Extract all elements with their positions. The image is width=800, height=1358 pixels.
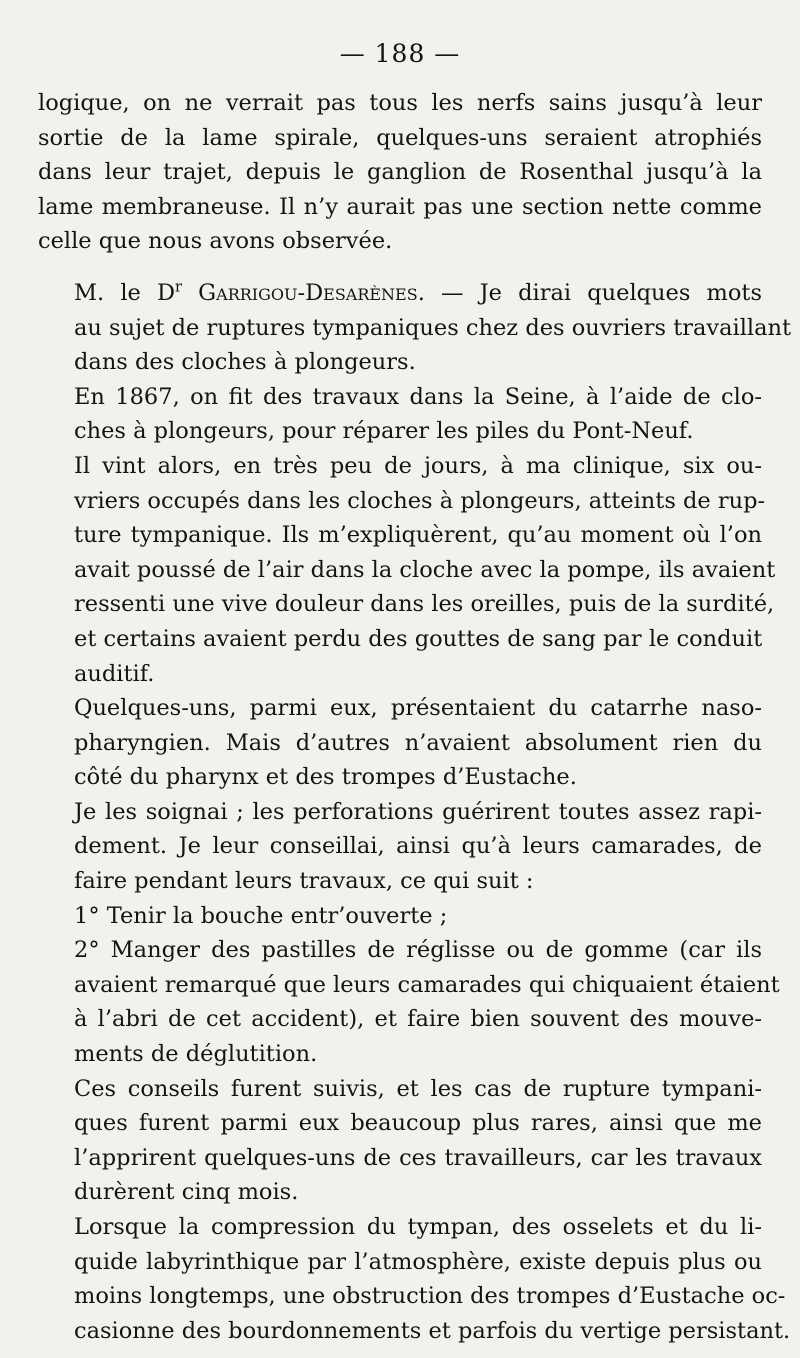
text-line: 1° Tenir la bouche entr’ouverte ; (74, 902, 448, 929)
text-line: celle que nous avons observée. (38, 228, 393, 255)
paragraph-9 (38, 1072, 762, 1210)
paragraph-5 (38, 691, 762, 795)
paragraph-7 (38, 899, 762, 934)
paragraph-1 (38, 86, 762, 259)
speaker-prefix: M. le D (74, 279, 176, 306)
paragraph-10 (38, 1210, 791, 1348)
text-line: quide labyrinthique par l’atmosphère, existe depuis plus ou (74, 1248, 762, 1275)
text-line: vriers occupés dans les cloches à plongeurs, atteints de rup- (74, 487, 766, 514)
paragraph-4 (38, 449, 776, 691)
text-line: et certains avaient perdu des gouttes de sang par le conduit (74, 625, 763, 652)
text-line: dans leur trajet, depuis le ganglion de Rosenthal jusqu’à la (38, 159, 762, 186)
paragraph-2 (38, 276, 792, 380)
text-line: ture tympanique. Ils m’expliquèrent, qu’au moment où l’on (74, 522, 762, 549)
text-line: En 1867, on fit des travaux dans la Seine, à l’aide de clo- (74, 383, 762, 410)
text-line: ressenti une vive douleur dans les oreilles, puis de la surdité, (74, 591, 775, 618)
text-line: sortie de la lame spirale, quelques-uns seraient atrophiés (38, 124, 762, 151)
text-line: Lorsque la compression du tympan, des osselets et du li- (74, 1214, 762, 1240)
text-line: Je les soignai ; les perforations guérirent toutes assez rapi- (74, 798, 762, 825)
text-line: lame membraneuse. Il n’y aurait pas une section nette comme (38, 193, 762, 220)
text-line: faire pendant leurs travaux, ce qui suit : (74, 868, 534, 895)
paragraph-6 (38, 795, 762, 899)
text-line (38, 276, 762, 311)
text-line: avait poussé de l’air dans la cloche avec la pompe, ils avaient (74, 556, 776, 583)
text-line: côté du pharynx et des trompes d’Eustache. (74, 764, 577, 791)
text-line: ments de déglutition. (74, 1041, 318, 1068)
text-line: avaient remarqué que leurs camarades qui chiquaient étaient (74, 971, 780, 998)
text-line: au sujet de ruptures tympaniques chez des ouvriers travaillant (74, 314, 792, 341)
text-line: à l’abri de cet accident), et faire bien souvent des mouve- (74, 1006, 762, 1033)
text-line: Ces conseils furent suivis, et les cas de rupture tympani- (74, 1075, 762, 1102)
speaker-name: Garrigou-Desarènes. (198, 279, 425, 306)
text-line: Il vint alors, en très peu de jours, à ma clinique, six ou- (74, 452, 762, 479)
text-line: ques furent parmi eux beaucoup plus rares, ainsi que me (74, 1110, 762, 1137)
text-line: auditif. (74, 660, 155, 687)
speaker-text: — Je dirai quelques mots (424, 279, 763, 306)
text-line: logique, on ne verrait pas tous les nerfs sains jusqu’à leur (38, 90, 762, 116)
page-number: — 188 — (339, 39, 461, 68)
text-line: moins longtemps, une obstruction des trompes d’Eustache oc- (74, 1283, 786, 1310)
text-line: dans des cloches à plongeurs. (74, 349, 416, 376)
paragraph-3 (38, 380, 762, 449)
text-line: casionne des bourdonnements et parfois du vertige persistant. (74, 1317, 791, 1344)
paragraph-8 (38, 933, 780, 1071)
text-line: durèrent cinq mois. (74, 1179, 299, 1206)
speaker-superscript: r (175, 278, 183, 296)
text-line: Quelques-uns, parmi eux, présentaient du catarrhe naso- (74, 695, 762, 722)
text-line: dement. Je leur conseillai, ainsi qu’à leurs camarades, de (74, 833, 762, 860)
text-line: ches à plongeurs, pour réparer les piles du Pont-Neuf. (74, 418, 694, 445)
text-line: 2° Manger des pastilles de réglisse ou de gomme (car ils (74, 937, 762, 964)
text-line: pharyngien. Mais d’autres n’avaient absolument rien du (74, 729, 762, 756)
text-line: l’apprirent quelques-uns de ces travailleurs, car les travaux (74, 1144, 762, 1171)
